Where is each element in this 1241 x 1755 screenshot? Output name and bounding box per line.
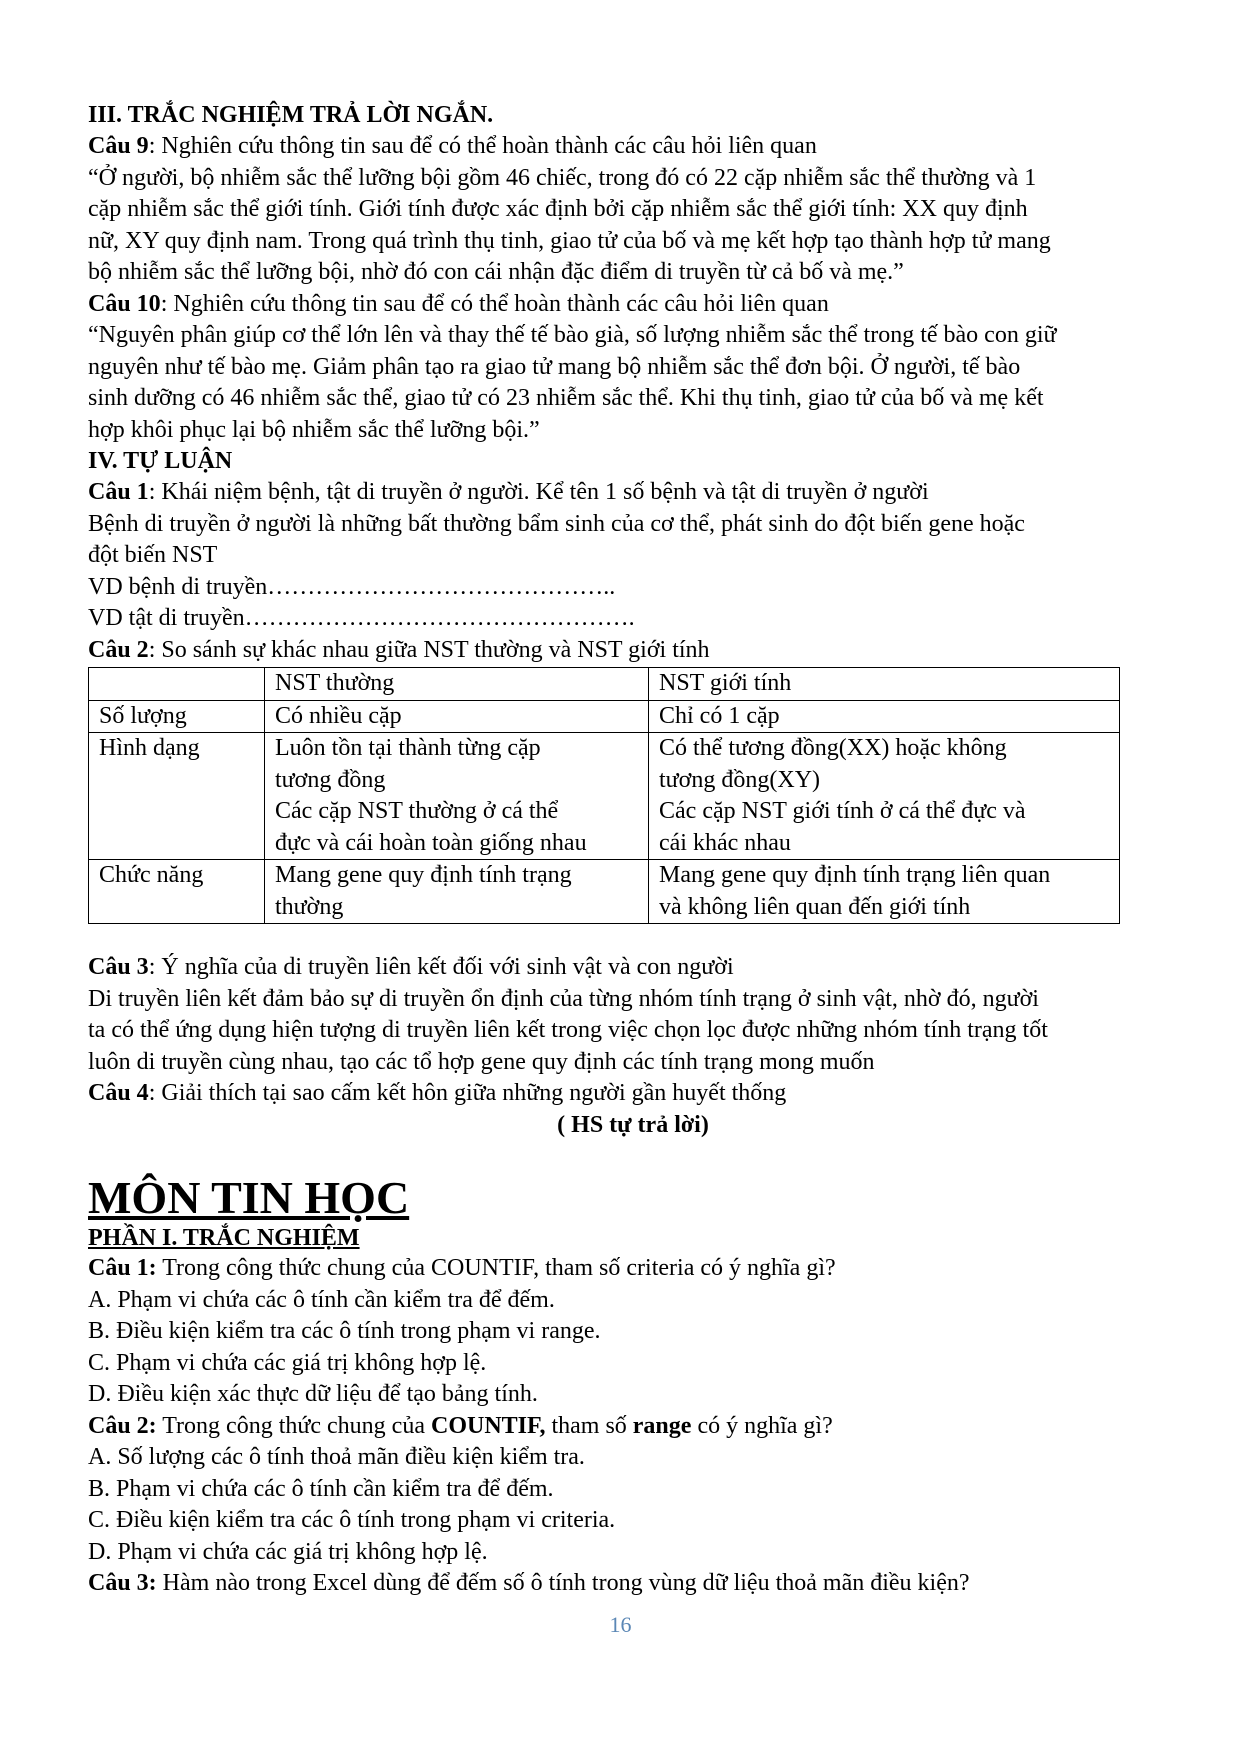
- part-1-title: PHẦN I. TRẮC NGHIỆM: [88, 1225, 360, 1251]
- table-row: [89, 700, 1120, 733]
- essay-4-note: ( HS tự trả lời): [557, 1111, 709, 1138]
- mc-question-2: [88, 1411, 1178, 1443]
- table-cell: Chức năng: [89, 860, 265, 924]
- essay-1-answer-line: Bệnh di truyền ở người là những bất thường bẩm sinh của cơ thể, phát sinh do đột biến gene hoặc: [88, 510, 1025, 537]
- essay-3-answer-line: Di truyền liên kết đảm bảo sự di truyền ổn định của từng nhóm tính trạng ở sinh vật, nhờ đó, người: [88, 985, 1039, 1012]
- question-10-text: : Nghiên cứu thông tin sau để có thể hoàn thành các câu hỏi liên quan: [160, 290, 829, 317]
- mc-option: D. Điều kiện xác thực dữ liệu để tạo bảng tính.: [88, 1381, 538, 1407]
- mc-question-3: [88, 1568, 1178, 1600]
- essay-3-text: : Ý nghĩa của di truyền liên kết đối với sinh vật và con người: [148, 954, 734, 980]
- question-9-quote-line: bộ nhiễm sắc thể lưỡng bội, nhờ đó con cái nhận đặc điểm di truyền từ cả bố và mẹ.”: [88, 259, 904, 285]
- mc-option: C. Phạm vi chứa các giá trị không hợp lệ.: [88, 1349, 487, 1376]
- question-9-quote-line: “Ở người, bộ nhiễm sắc thể lưỡng bội gồm 46 chiếc, trong đó có 22 cặp nhiễm sắc thể thường và 1: [88, 164, 1037, 191]
- mc-question-1-label: Câu 1:: [88, 1255, 157, 1281]
- essay-4-text: : Giải thích tại sao cấm kết hôn giữa những người gần huyết thống: [148, 1080, 787, 1106]
- mc-question-2-label: Câu 2:: [88, 1412, 157, 1439]
- table-cell: Chỉ có 1 cặp: [649, 700, 1120, 733]
- question-10-quote-line: hợp khôi phục lại bộ nhiễm sắc thể lưỡng bội.”: [88, 416, 540, 443]
- mc-question-1-text: Trong công thức chung của COUNTIF, tham số criteria có ý nghĩa gì?: [156, 1255, 836, 1281]
- question-10-quote-line: nguyên như tế bào mẹ. Giảm phân tạo ra giao tử mang bộ nhiễm sắc thể đơn bội. Ở người, tế bào: [88, 353, 1021, 380]
- table-header-row: [89, 668, 1120, 701]
- section-3-title: III. TRẮC NGHIỆM TRẢ LỜI NGẮN.: [88, 102, 494, 128]
- page-number: 16: [609, 1612, 632, 1637]
- table-cell: Có thể tương đồng(XX) hoặc không tương đồng(XY) Các cặp NST giới tính ở cá thể đực và cái khác nhau: [649, 733, 1120, 860]
- mc-question-2-text: tham số: [545, 1412, 633, 1439]
- essay-2-text: : So sánh sự khác nhau giữa NST thường và NST giới tính: [148, 636, 710, 663]
- question-9-quote-line: nữ, XY quy định nam. Trong quá trình thụ tinh, giao tử của bố và mẹ kết hợp tạo thành hợp tử mang: [88, 227, 1051, 254]
- mc-option: B. Điều kiện kiểm tra các ô tính trong phạm vi range.: [88, 1318, 601, 1344]
- question-10-quote-line: “Nguyên phân giúp cơ thể lớn lên và thay thế tế bào già, số lượng nhiễm sắc thể trong tế bào con giữ: [88, 322, 1057, 348]
- table-cell: Mang gene quy định tính trạng liên quan và không liên quan đến giới tính: [649, 860, 1120, 924]
- essay-2: [88, 635, 1178, 667]
- mc-question-1: [88, 1253, 1178, 1285]
- essay-2-label: Câu 2: [88, 636, 149, 663]
- essay-3-answer-line: luôn di truyền cùng nhau, tạo các tổ hợp gene quy định các tính trạng mong muốn: [88, 1048, 875, 1075]
- document-page: [88, 100, 1178, 1600]
- question-10: [88, 289, 1178, 321]
- essay-4: [88, 1078, 1178, 1110]
- essay-1: [88, 477, 1178, 509]
- keyword-range: range: [632, 1412, 692, 1439]
- mc-option: C. Điều kiện kiểm tra các ô tính trong phạm vi criteria.: [88, 1507, 616, 1533]
- table-cell: Có nhiều cặp: [265, 700, 649, 733]
- table-cell: Hình dạng: [89, 733, 265, 860]
- mc-question-3-label: Câu 3:: [88, 1570, 157, 1596]
- mc-question-2-text: có ý nghĩa gì?: [691, 1412, 833, 1439]
- table-cell: Mang gene quy định tính trạng thường: [265, 860, 649, 924]
- question-10-label: Câu 10: [88, 290, 161, 317]
- essay-3: [88, 952, 1178, 984]
- spacer: [88, 924, 1178, 952]
- essay-1-example-defect: VD tật di truyền………………………………………….: [88, 605, 635, 631]
- essay-3-answer-line: ta có thể ứng dụng hiện tượng di truyền liên kết trong việc chọn lọc được những nhóm tính trạng tốt: [88, 1017, 1048, 1043]
- mc-option: B. Phạm vi chứa các ô tính cần kiểm tra để đếm.: [88, 1475, 554, 1502]
- table-cell: Số lượng: [89, 700, 265, 733]
- subject-title: MÔN TIN HỌC: [88, 1172, 410, 1223]
- section-4-title: IV. TỰ LUẬN: [88, 448, 233, 474]
- mc-option: D. Phạm vi chứa các giá trị không hợp lệ.: [88, 1538, 488, 1565]
- essay-1-answer-line: đột biến NST: [88, 542, 218, 568]
- comparison-table: [88, 667, 1120, 924]
- table-header-cell: NST giới tính: [649, 668, 1120, 701]
- table-header-cell: NST thường: [265, 668, 649, 701]
- question-9-text: : Nghiên cứu thông tin sau để có thể hoàn thành các câu hỏi liên quan: [148, 133, 817, 159]
- essay-1-label: Câu 1: [88, 479, 149, 505]
- table-row: [89, 733, 1120, 860]
- question-9-label: Câu 9: [88, 133, 149, 159]
- question-9: [88, 131, 1178, 163]
- mc-option: A. Số lượng các ô tính thoả mãn điều kiện kiểm tra.: [88, 1444, 585, 1470]
- table-cell: [89, 668, 265, 701]
- essay-4-label: Câu 4: [88, 1080, 149, 1106]
- question-9-quote-line: cặp nhiễm sắc thể giới tính. Giới tính được xác định bởi cặp nhiễm sắc thể giới tính: XX quy định: [88, 196, 1028, 222]
- mc-option: A. Phạm vi chứa các ô tính cần kiểm tra để đếm.: [88, 1286, 555, 1313]
- keyword-countif: COUNTIF,: [430, 1412, 546, 1439]
- table-cell: Luôn tồn tại thành từng cặp tương đồng Các cặp NST thường ở cá thể đực và cái hoàn toàn giống nhau: [265, 733, 649, 860]
- essay-1-example-disease: VD bệnh di truyền……………………………………..: [88, 573, 616, 600]
- essay-1-text: : Khái niệm bệnh, tật di truyền ở người. Kể tên 1 số bệnh và tật di truyền ở người: [148, 479, 929, 505]
- mc-question-2-text: Trong công thức chung của: [156, 1412, 431, 1439]
- mc-question-3-text: Hàm nào trong Excel dùng để đếm số ô tính trong vùng dữ liệu thoả mãn điều kiện?: [156, 1570, 970, 1596]
- essay-3-label: Câu 3: [88, 954, 149, 980]
- table-row: [89, 860, 1120, 924]
- question-10-quote-line: sinh dưỡng có 46 nhiễm sắc thể, giao tử có 23 nhiễm sắc thể. Khi thụ tinh, giao tử của bố và mẹ kết: [88, 385, 1044, 411]
